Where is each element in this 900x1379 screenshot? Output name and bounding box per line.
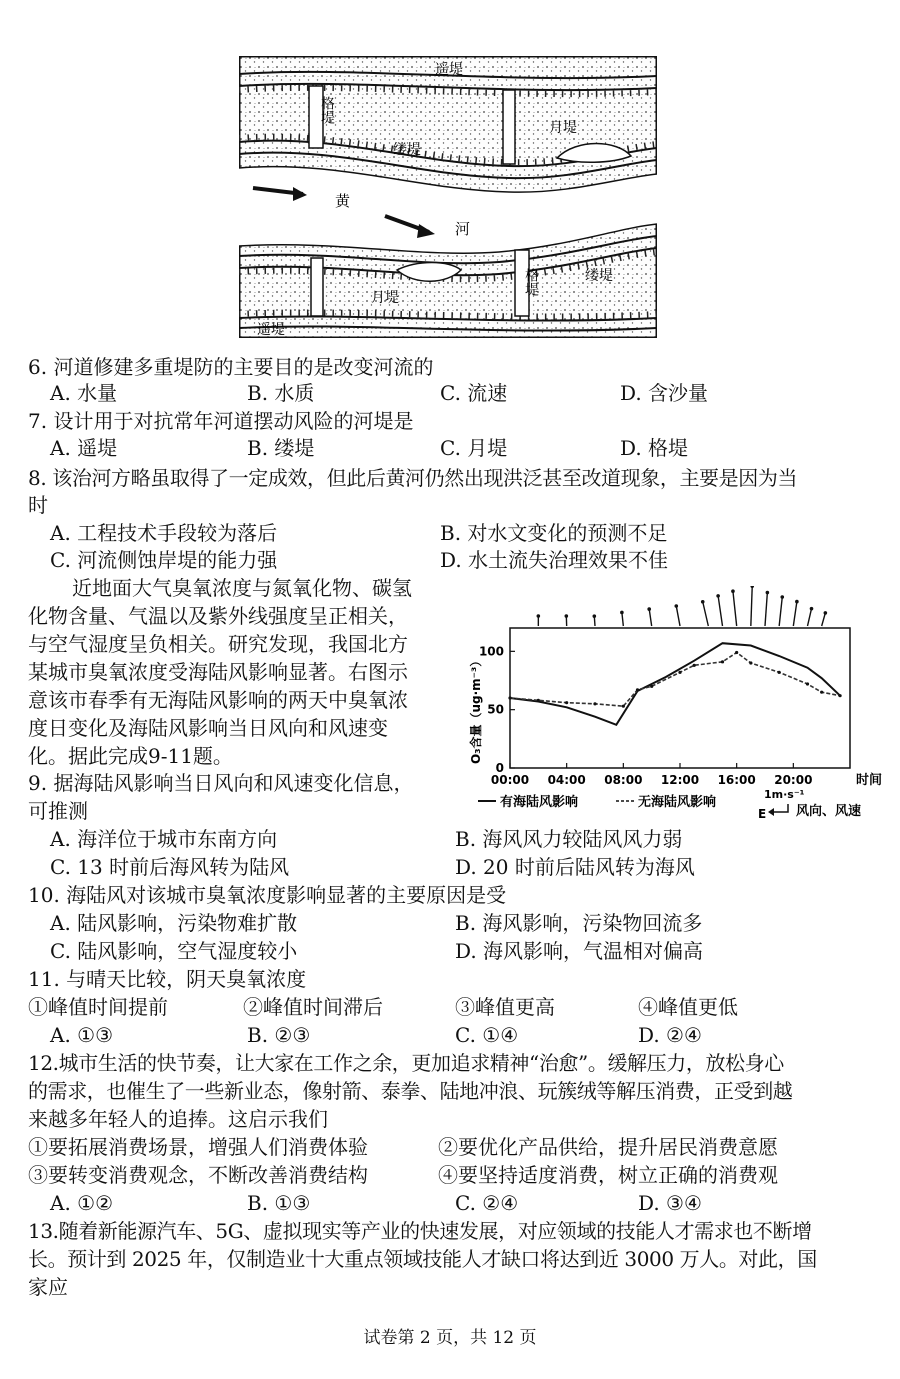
passage-line: 近地面大气臭氧浓度与氮氧化物、碳氢 [72,576,412,600]
series-without-point [806,682,809,685]
label-yuedi-bottom: 月堤 [371,290,399,306]
q7-option-a: A. 遥堤 [50,436,118,460]
q10-option-c: C. 陆风影响，空气湿度较小 [50,939,298,963]
q13-stem-line: 长。预计到 2025 年，仅制造业十大重点领域技能人才缺口将达到近 3000 万人。对此，国 [28,1247,817,1271]
wind-arrowhead-icon [537,614,541,618]
q12-item-4: ④要坚持适度消费，树立正确的消费观 [438,1163,778,1187]
q8-option-b: B. 对水文变化的预测不足 [440,521,668,545]
y-axis-label: O₃含量（ug·m⁻³） [469,654,483,764]
legend-east: E [758,807,767,821]
wind-arrow-icon [649,609,651,626]
wind-arrow-icon [733,591,737,626]
series-without-point [721,660,724,663]
q8-stem-line2: 时 [28,493,48,517]
wind-arrowhead-icon [674,604,678,608]
series-without-point [650,685,653,688]
wind-arrow-icon [751,586,752,626]
wind-arrowhead-icon [731,589,735,593]
river-levee-map [239,56,657,338]
wind-arrowhead-icon [701,600,705,604]
series-without-point [678,671,681,674]
y-tick-label: 50 [487,702,504,717]
series-without-point [749,661,752,664]
ozone-chart [462,586,892,822]
wind-arrow-icon [676,606,680,626]
label-yaodi-bottom: 遥堤 [257,322,285,338]
q12-stem-line: 来越多年轻人的追捧。这启示我们 [28,1107,328,1131]
y-tick-label: 100 [478,644,504,659]
series-without-point [735,651,738,654]
q10-option-a: A. 陆风影响，污染物难扩散 [50,911,298,935]
passage-line: 化。据此完成9-11题。 [28,744,233,768]
label-yaodi-top: 遥堤 [435,62,463,78]
q11-option-a: A. ①③ [50,1023,114,1047]
wind-arrowhead-icon [716,594,720,598]
q13-stem-line: 13.随着新能源汽车、5G、虚拟现实等产业的快速发展，对应领域的技能人才需求也不断增 [28,1219,812,1243]
wind-arrowhead-icon [824,611,828,615]
legend-with-label: 有海陆风影响 [500,795,579,810]
q8-stem-line1: 8. 该治河方略虽取得了一定成效，但此后黄河仍然出现洪泛甚至改道现象，主要是因为当 [28,466,798,490]
x-axis-label: 时间 [856,773,883,788]
q7-stem: 7. 设计用于对抗常年河道摆动风险的河堤是 [28,409,414,433]
wind-arrow-icon [779,597,782,626]
wind-arrow-icon [703,602,709,626]
q6-option-b: B. 水质 [247,381,315,405]
q8-option-d: D. 水土流失治理效果不佳 [440,548,669,572]
q8-option-c: C. 河流侧蚀岸堤的能力强 [50,548,278,572]
q10-option-d: D. 海风影响，气温相对偏高 [455,939,704,963]
q9-option-a: A. 海洋位于城市东南方向 [50,827,278,851]
x-tick-label: 20:00 [774,773,813,787]
q12-option-b: B. ①③ [247,1191,311,1215]
q12-stem-line: 12.城市生活的快节奏，让大家在工作之余，更加追求精神“治愈”。缓解压力，放松身心 [28,1051,784,1075]
legend-without-label: 无海陆风影响 [638,795,717,810]
label-lvdi-bottom: 缕堤 [585,268,613,284]
q6-option-a: A. 水量 [50,381,118,405]
page-footer: 试卷第 2 页，共 12 页 [363,1328,537,1348]
label-huang: 黄 [335,192,351,210]
q9-stem-line2: 可推测 [28,799,88,823]
series-without-point [593,702,596,705]
q12-option-a: A. ①② [50,1191,114,1215]
wind-arrowhead-icon [795,600,799,604]
label-gedi-top: 格堤 [319,96,335,124]
x-tick-label: 04:00 [547,773,586,787]
passage-line: 某城市臭氧浓度受海陆风影响显著。右图示 [28,660,408,684]
wind-arrowhead-icon [565,614,569,618]
wind-arrowhead-icon [647,607,651,611]
q9-option-d: D. 20 时前后陆风转为海风 [455,855,695,879]
series-without-point [820,691,823,694]
q11-item-1: ①峰值时间提前 [28,995,168,1019]
q10-option-b: B. 海风影响，污染物回流多 [455,911,703,935]
q10-stem: 10. 海陆风对该城市臭氧浓度影响显著的主要原因是受 [28,883,507,907]
q11-item-3: ③峰值更高 [455,995,555,1019]
wind-arrowhead-icon [780,595,784,599]
legend-wind-scale: 1m·s⁻¹ [764,788,805,801]
series-without-point [778,671,781,674]
q8-option-a: A. 工程技术手段较为落后 [50,521,278,545]
series-without-point [508,696,511,699]
wind-arrows [537,586,828,626]
series-without-point [622,705,625,708]
q12-item-1: ①要拓展消费场景，增强人们消费体验 [28,1135,368,1159]
wind-arrow-icon [718,596,722,626]
q7-option-b: B. 缕堤 [247,436,315,460]
label-lvdi-top: 缕堤 [393,142,421,158]
q12-item-2: ②要优化产品供给，提升居民消费意愿 [438,1135,778,1159]
series-without-point [537,699,540,702]
q11-stem: 11. 与晴天比较，阴天臭氧浓度 [28,967,307,991]
q7-option-d: D. 格堤 [620,436,689,460]
q6-stem: 6. 河道修建多重堤防的主要目的是改变河流的 [28,355,434,379]
legend-wind-arrowhead-icon [768,808,774,816]
q7-option-c: C. 月堤 [440,436,508,460]
x-tick-label: 00:00 [490,773,530,787]
series-with-sea-land-breeze [510,643,840,725]
passage-line: 意该市春季有无海陆风影响的两天中臭氧浓 [28,688,408,712]
q12-stem-line: 的需求，也催生了一些新业态，像射箭、泰拳、陆地冲浪、玩簇绒等解压消费，正受到越 [28,1079,793,1103]
y-tick-label: 0 [495,761,504,775]
wind-arrowhead-icon [766,591,770,595]
label-gedi-bottom: 格堤 [523,268,539,296]
series-without-point [693,664,696,667]
x-tick-label: 16:00 [717,773,756,787]
q11-option-c: C. ①④ [455,1023,519,1047]
wind-arrowhead-icon [593,614,597,618]
q6-option-d: D. 含沙量 [620,381,709,405]
q12-option-c: C. ②④ [455,1191,519,1215]
passage-line: 与空气湿度呈负相关。研究发现，我国北方 [28,632,408,656]
label-he: 河 [455,220,471,238]
q6-option-c: C. 流速 [440,381,508,405]
q12-option-d: D. ③④ [638,1191,702,1215]
wind-arrowhead-icon [750,586,754,588]
q13-stem-line: 家应 [28,1275,68,1299]
wind-arrowhead-icon [620,611,624,615]
label-yuedi-top: 月堤 [549,120,577,136]
series-without-point [636,688,639,691]
wind-arrow-icon [793,602,797,626]
wind-arrow-icon [822,613,826,626]
q11-option-b: B. ②③ [247,1023,311,1047]
passage [28,574,448,770]
q11-item-2: ②峰值时间滞后 [243,995,383,1019]
legend-wind-label: 风向、风速 [796,804,862,819]
x-tick-label: 08:00 [604,773,643,787]
q9-option-b: B. 海风风力较陆风风力弱 [455,827,683,851]
q9-stem-line1: 9. 据海陆风影响当日风向和风速变化信息， [28,771,414,795]
wind-arrow-icon [622,612,623,626]
passage-line: 度日变化及海陆风影响当日风向和风速变 [28,716,388,740]
series-without-point [565,701,568,704]
series-without-point [838,694,841,697]
wind-arrow-icon [765,593,767,626]
plot-frame [510,628,850,768]
x-tick-label: 12:00 [660,773,700,787]
q11-option-d: D. ②④ [638,1023,702,1047]
wind-arrowhead-icon [810,607,814,611]
q11-item-4: ④峰值更低 [638,995,738,1019]
passage-line: 化物含量、气温以及紫外线强度呈正相关， [28,604,408,628]
wind-arrow-icon [808,609,812,626]
q9-option-c: C. 13 时前后海风转为陆风 [50,855,290,879]
q12-item-3: ③要转变消费观念，不断改善消费结构 [28,1163,368,1187]
